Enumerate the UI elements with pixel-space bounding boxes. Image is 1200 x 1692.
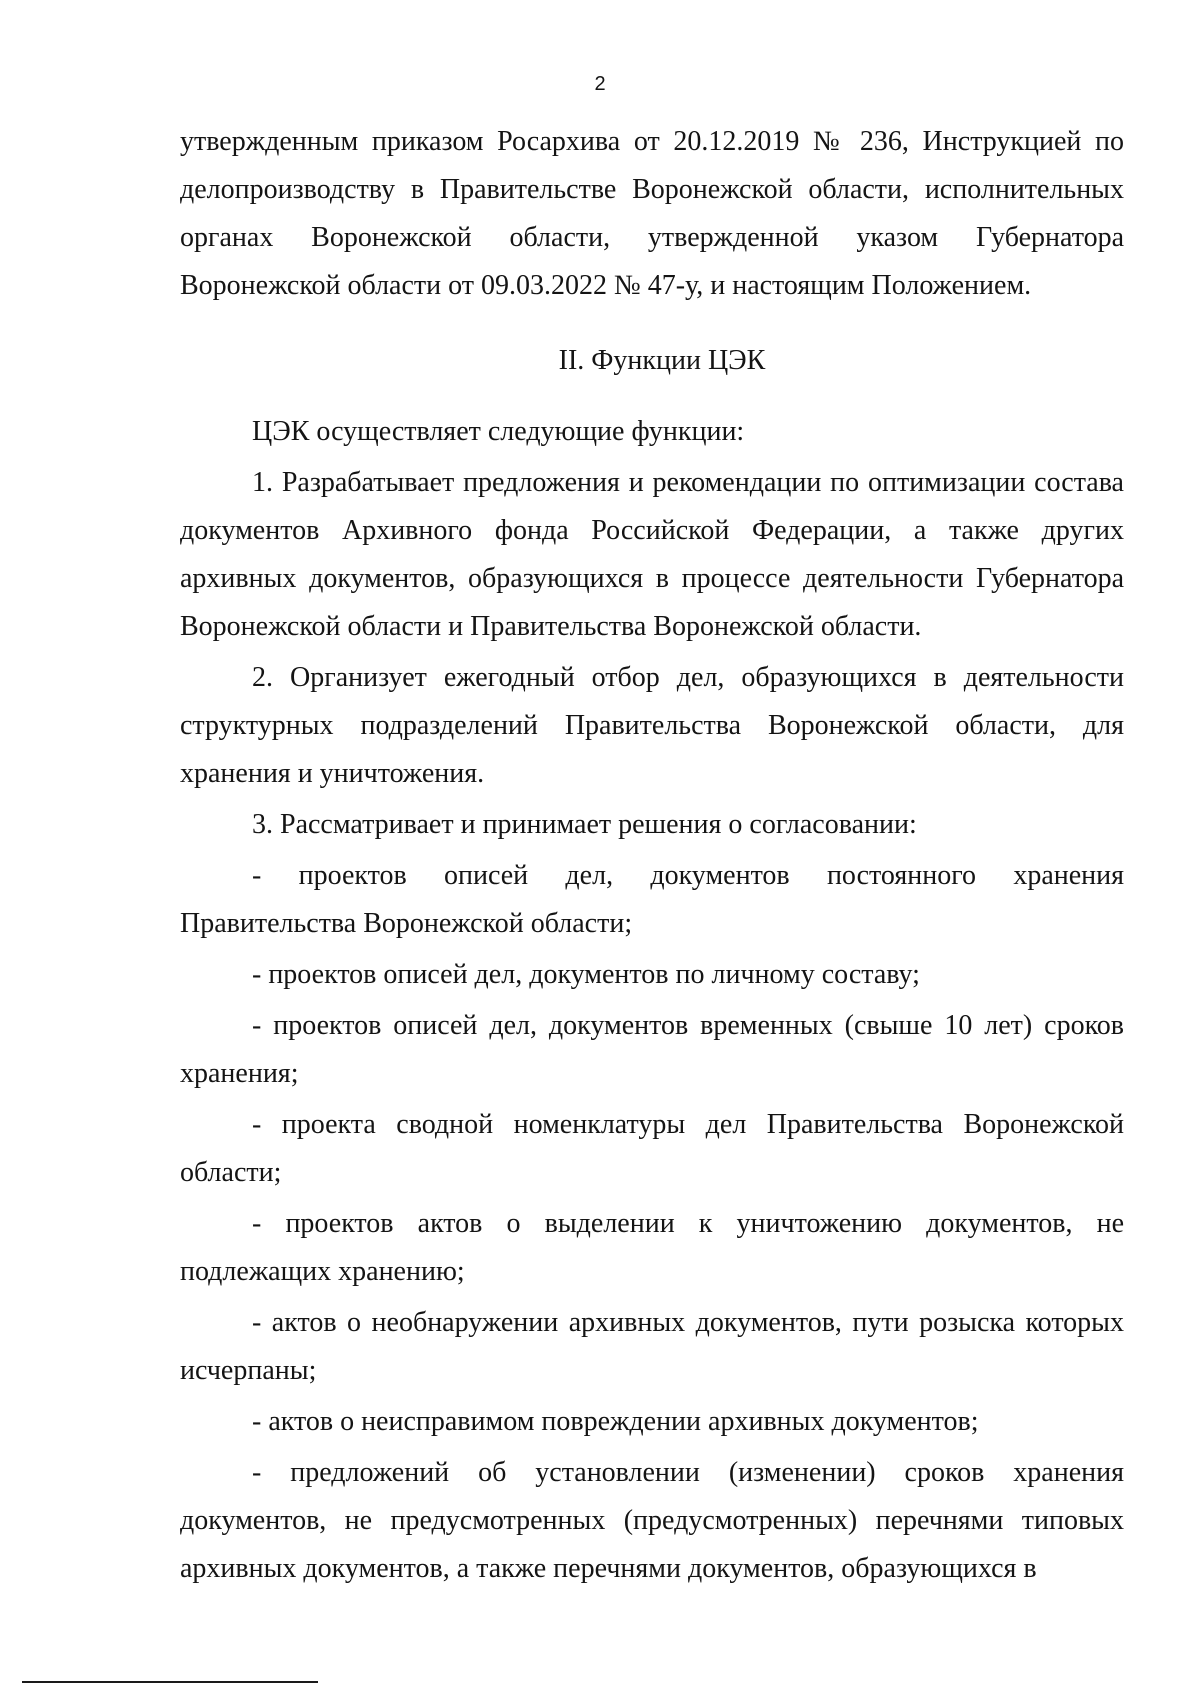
approval-item-5: - проектов актов о выделении к уничтожению документов, не подлежащих хранению; [180, 1208, 1124, 1287]
footnote-divider [22, 1681, 318, 1683]
page-number: 2 [594, 73, 606, 95]
approval-item-8: - предложений об установлении (изменении) сроков хранения документов, не предусмотренных (предусмотренных) перечнями типовых архивных документов, а также перечнями документов, образующихся в [180, 1457, 1124, 1584]
approval-item-4: - проекта сводной номенклатуры дел Правительства Воронежской области; [180, 1109, 1124, 1188]
function-item-3: 3. Рассматривает и принимает решения о согласовании: [252, 809, 917, 840]
section-heading: II. Функции ЦЭК [558, 345, 766, 376]
approval-item-7: - актов о неисправимом повреждении архивных документов; [252, 1406, 979, 1437]
approval-item-1: - проектов описей дел, документов постоянного хранения Правительства Воронежской области; [180, 860, 1124, 939]
approval-item-3: - проектов описей дел, документов временных (свыше 10 лет) сроков хранения; [180, 1010, 1124, 1089]
functions-intro: ЦЭК осуществляет следующие функции: [252, 416, 745, 447]
intro-paragraph: утвержденным приказом Росархива от 20.12.2019 № 236, Инструкцией по делопроизводству в Правительстве Воронежской области, исполнительных органах Воронежской области, утвержденной указом Губернатора Воронежской области от 09.03.2022 № 47-у, и настоящим Положением. [180, 126, 1124, 301]
function-item-1: 1. Разрабатывает предложения и рекомендации по оптимизации состава документов Архивного фонда Российской Федерации, а также других архивных документов, образующихся в процессе деятельности Губернатора Воронежской области и Правительства Воронежской области. [180, 467, 1124, 642]
document-body [180, 118, 1124, 1593]
approval-item-6: - актов о необнаружении архивных документов, пути розыска которых исчерпаны; [180, 1307, 1124, 1386]
function-item-2: 2. Организует ежегодный отбор дел, образующихся в деятельности структурных подразделений Правительства Воронежской области, для хранения и уничтожения. [180, 662, 1124, 789]
approval-item-2: - проектов описей дел, документов по личному составу; [252, 959, 920, 990]
